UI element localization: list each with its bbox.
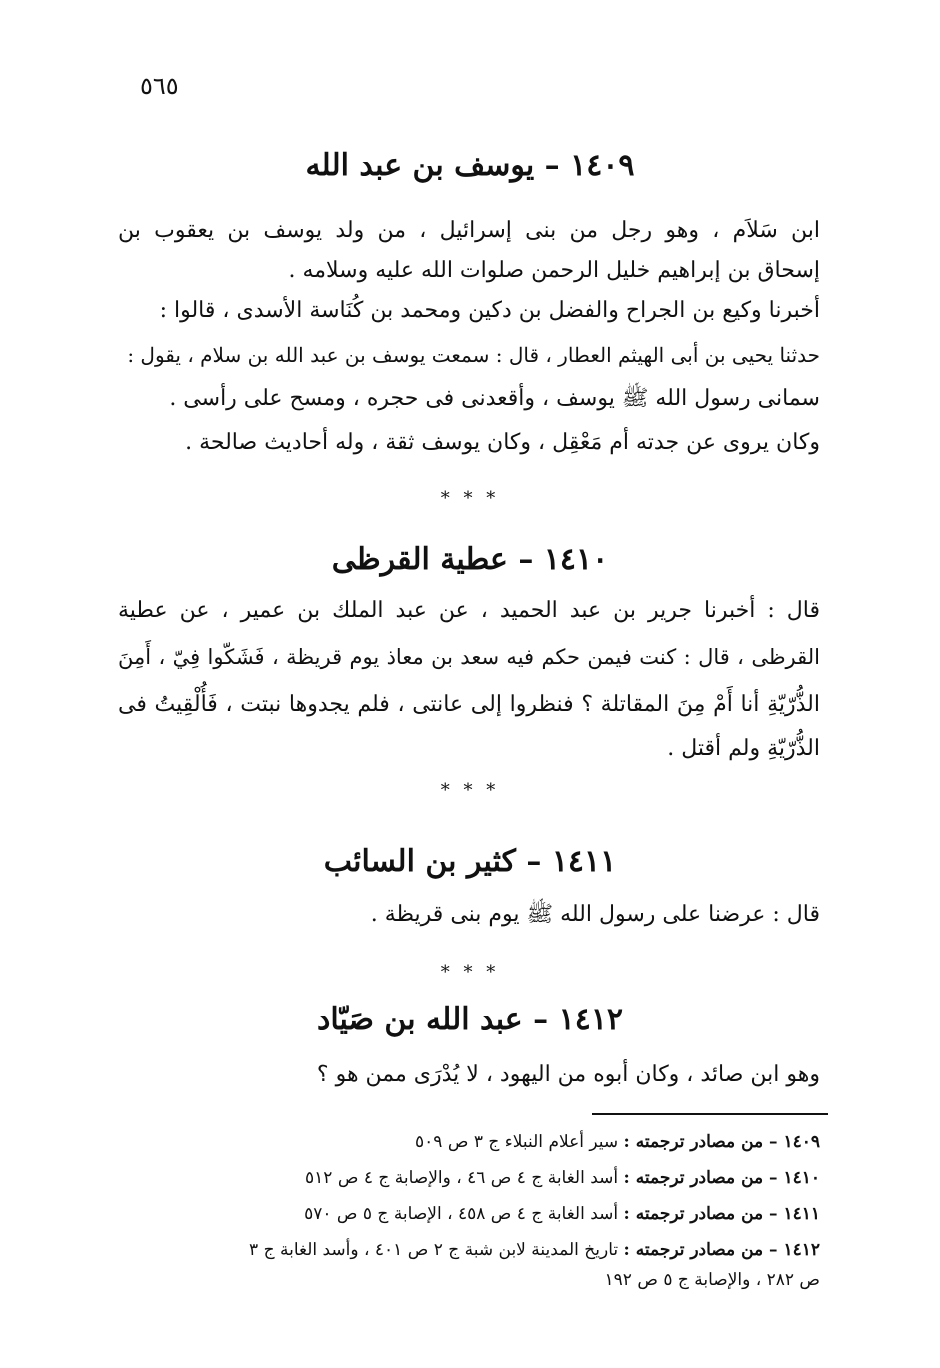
entry-heading-1410: ١٤١٠ – عطية القرظى — [331, 542, 609, 577]
footnote-label: ١٤١٢ – من مصادر ترجمته : — [623, 1240, 820, 1260]
entry-1409-line-4: حدثنا يحيى بن أبى الهيثم العطار ، قال : سمعت يوسف بن عبد الله بن سلام ، يقول : — [127, 343, 820, 367]
entry-1411-line-1: قال : عرضنا على رسول الله ﷺ يوم بنى قريظة . — [370, 902, 820, 927]
entry-heading-1411: ١٤١١ – كثير بن السائب — [323, 844, 617, 879]
footnote-text: سير أعلام النبلاء ج ٣ ص ٥٠٩ — [415, 1132, 619, 1152]
footnote-text: تاريخ المدينة لابن شبة ج ٢ ص ٤٠١ ، وأسد الغابة ج ٣ — [249, 1240, 619, 1260]
footnote-1410 — [110, 1164, 820, 1192]
entry-heading-1412: ١٤١٢ – عبد الله بن صَيّاد — [316, 1002, 624, 1037]
footnote-text: أسد الغابة ج ٤ ص ٤٥٨ ، الإصابة ج ٥ ص ٥٧٠ — [304, 1204, 619, 1224]
entry-1410-line-2: القرظى ، قال : كنت فيمن حكم فيه سعد بن معاذ يوم قريظة ، فَشَكّوا فِيّ ، أَمِنَ — [118, 645, 820, 669]
footnote-label: ١٤١١ – من مصادر ترجمته : — [623, 1204, 820, 1224]
entry-1409-line-6: وكان يروى عن جدته أم مَعْقِل ، وكان يوسف ثقة ، وله أحاديث صالحة . — [185, 430, 820, 455]
footnote-label: ١٤١٠ – من مصادر ترجمته : — [623, 1168, 820, 1188]
footnote-rule — [592, 1113, 828, 1115]
entry-1410-line-4: الذُّرّيّةِ ولم أقتل . — [667, 736, 820, 761]
footnote-text: أسد الغابة ج ٤ ص ٤٦ ، والإصابة ج ٤ ص ٥١٢ — [305, 1168, 619, 1188]
entry-1409-line-1: ابن سَلاَم ، وهو رجل من بنى إسرائيل ، من ولد يوسف بن يعقوب بن — [118, 218, 820, 243]
footnote-1411 — [110, 1200, 820, 1228]
section-separator: * * * — [440, 488, 500, 509]
entry-1409-line-3: أخبرنا وكيع بن الجراح والفضل بن دكين ومحمد بن كُنَاسة الأسدى ، قالوا : — [159, 298, 820, 323]
section-separator: * * * — [440, 962, 500, 983]
section-separator: * * * — [440, 780, 500, 801]
entry-1410-line-1: قال : أخبرنا جرير بن عبد الحميد ، عن عبد الملك بن عمير ، عن عطية — [118, 598, 820, 623]
footnote-label: ١٤٠٩ – من مصادر ترجمته : — [623, 1132, 820, 1152]
footnote-continuation: ص ٢٨٢ ، والإصابة ج ٥ ص ١٩٢ — [604, 1270, 820, 1290]
page-number: ٥٦٥ — [140, 72, 179, 100]
footnote-1409 — [110, 1128, 820, 1156]
footnote-1412 — [110, 1236, 820, 1264]
entry-1409-line-2: إسحاق بن إبراهيم خليل الرحمن صلوات الله عليه وسلامه . — [288, 258, 820, 283]
entry-heading-1409: ١٤٠٩ – يوسف بن عبد الله — [305, 148, 635, 183]
entry-1409-line-5: سمانى رسول الله ﷺ يوسف ، وأقعدنى فى حجره ، ومسح على رأسى . — [169, 386, 820, 411]
entry-1412-line-1: وهو ابن صائد ، وكان أبوه من اليهود ، لا يُدْرَى ممن هو ؟ — [316, 1062, 820, 1087]
entry-1410-line-3: الذُّرّيّةِ أنا أَمْ مِنَ المقاتلة ؟ فنظروا إلى عانتى ، فلم يجدوها نبتت ، فَأُلْقِيتُ فى — [118, 692, 820, 717]
